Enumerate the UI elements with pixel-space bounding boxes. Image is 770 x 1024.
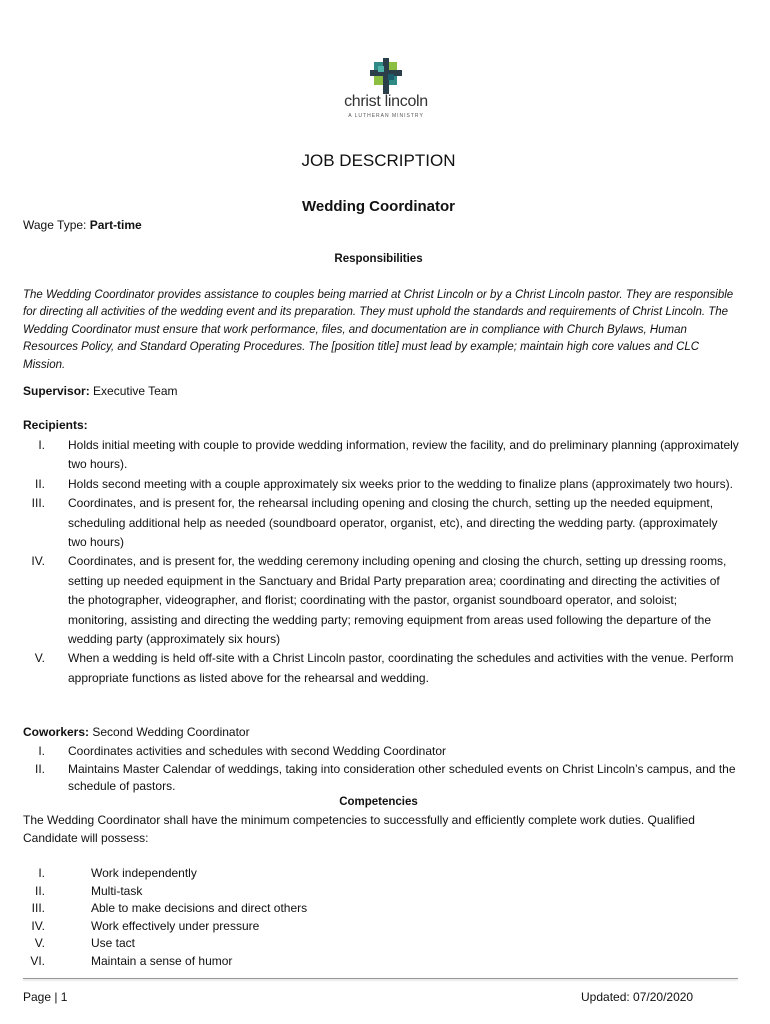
list-item: V. Use tact — [34, 936, 136, 951]
list-item: VI. Maintain a sense of humor — [30, 953, 233, 968]
wage-value: Part-time — [89, 218, 142, 232]
document-title: JOB DESCRIPTION — [301, 151, 456, 170]
competencies-list — [23, 865, 523, 971]
logo-name: christ lincoln — [344, 93, 428, 110]
list-item: II. Holds second meeting with a couple approximately six weeks prior to the wedding to finalize plans (approximately two hours). — [34, 476, 733, 491]
list-item: IV. Work effectively under pressure — [31, 918, 260, 933]
coworkers-value: Second Wedding Coordinator — [92, 725, 250, 739]
competencies-heading: Competencies — [339, 796, 418, 808]
job-title: Wedding Coordinator — [301, 198, 456, 215]
recipients-label: Recipients: — [23, 418, 88, 432]
page-number: Page | 1 — [23, 990, 68, 1004]
list-item: I. Coordinates activities and schedules with second Wedding Coordinator — [38, 744, 446, 758]
list-item: V. When a wedding is held off-site with a Christ Lincoln pastor, coordinating the schedules and activities with the venue. Perform appropriate functions as listed above for the rehearsal and wedding. — [34, 651, 734, 685]
logo-tagline: A LUTHERAN MINISTRY — [348, 113, 424, 119]
supervisor-label: Supervisor: — [23, 384, 90, 398]
footer-divider — [23, 978, 738, 979]
cross-logo-icon — [368, 58, 404, 94]
coworkers-line — [23, 725, 250, 739]
list-item: II. Maintains Master Calendar of weddings, taking into consideration other scheduled events on Christ Lincoln’s campus, and the schedule of pastors. — [34, 761, 736, 794]
list-item: I. Holds initial meeting with couple to provide wedding information, review the facility, and do preliminary planning (approximately two hours). — [38, 438, 739, 472]
list-item: III. Able to make decisions and direct others — [31, 901, 308, 916]
updated-date: Updated: 07/20/2020 — [581, 990, 694, 1004]
responsibilities-heading: Responsibilities — [334, 253, 423, 265]
list-item: III. Coordinates, and is present for, the rehearsal including opening and closing the church, setting up the needed equipment, scheduling additional help as needed (soundboard operator, organist, etc), and directing the wedding party. (approximately two hours) — [31, 496, 718, 550]
recipients-list — [23, 436, 739, 688]
supervisor-line — [23, 384, 178, 398]
church-logo — [336, 58, 436, 130]
supervisor-value: Executive Team — [93, 384, 178, 398]
responsibilities-intro: The Wedding Coordinator provides assistance to couples being married at Christ Lincoln or by a Christ Lincoln pastor. They are responsible for directing all activities of the wedding event and its preparation. They must uphold the standards and requirements of Christ Lincoln. The Wedding Coordinator must ensure that work performance, files, and documentation are in compliance with Church Bylaws, Human Resources Policy, and Standard Operating Procedures. The [position title] must lead by example; maintain high core values and CLC Mission. — [23, 289, 734, 371]
coworkers-label: Coworkers: — [23, 725, 90, 739]
list-item: I. Work independently — [38, 866, 197, 880]
competencies-description: The Wedding Coordinator shall have the minimum competencies to successfully and efficiently complete work duties. Qualified Candidate will possess: — [23, 813, 695, 845]
list-item: IV. Coordinates, and is present for, the wedding ceremony including opening and closing the church, setting up dressing rooms, setting up needed equipment in the Sanctuary and Bridal Party preparation area; coordinating and directing the activities of the photographer, videographer, and florist; coordinating with the pastor, organist soundboard operator, and soloist; monitoring, assisting and directing the wedding party; removing equipment from areas used following the departure of the wedding party (approximately six hours) — [31, 554, 727, 647]
coworkers-list — [23, 743, 739, 796]
list-item: II. Multi-task — [34, 883, 143, 898]
wage-type — [23, 218, 142, 232]
wage-label: Wage Type: — [23, 218, 87, 232]
